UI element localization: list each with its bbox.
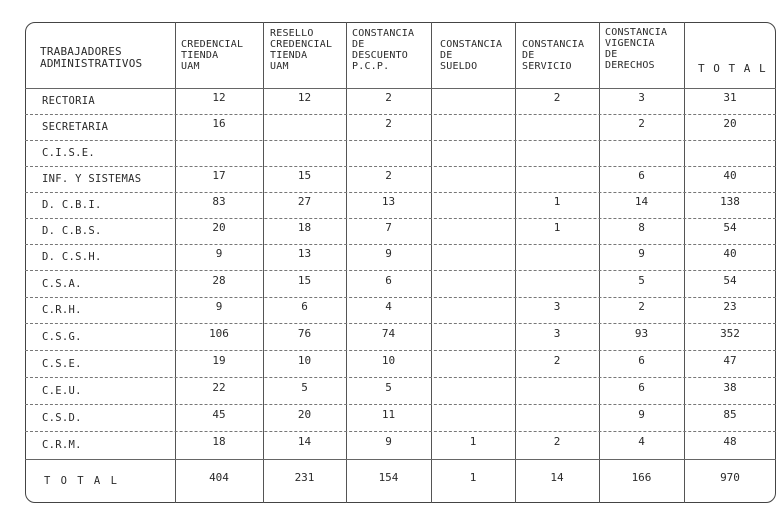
table-cell: 9 — [215, 247, 223, 260]
row-divider — [25, 244, 776, 245]
table-cell: 6 — [638, 169, 645, 182]
column-header: CONSTANCIA DE SERVICIO — [522, 39, 585, 72]
table-cell: 20 — [297, 408, 312, 421]
table-cell: 54 — [723, 221, 737, 234]
row-divider — [25, 404, 776, 405]
row-label: C.S.D. — [42, 412, 82, 424]
column-header: CONSTANCIA DE SUELDO — [440, 39, 503, 72]
total-cell: 14 — [550, 471, 564, 484]
table-cell: 93 — [634, 327, 649, 340]
column-header: CREDENCIAL TIENDA UAM — [181, 39, 244, 72]
table-cell: 9 — [215, 300, 223, 313]
table-cell: 6 — [638, 354, 645, 367]
row-divider — [25, 218, 776, 219]
table-cell: 17 — [212, 169, 226, 182]
table-cell: 20 — [723, 117, 737, 130]
table-cell: 2 — [638, 300, 645, 313]
row-label: C.R.M. — [42, 439, 82, 451]
total-cell: 970 — [720, 471, 740, 484]
table-cell: 74 — [381, 327, 396, 340]
row-divider — [25, 377, 776, 378]
table-cell: 4 — [638, 435, 645, 448]
table-cell: 6 — [638, 381, 645, 394]
row-divider — [25, 114, 776, 115]
table-cell: 38 — [723, 381, 737, 394]
table-cell: 14 — [297, 435, 312, 448]
table-cell: 40 — [723, 169, 737, 182]
table-cell: 47 — [723, 354, 737, 367]
table-cell: 1 — [469, 435, 477, 448]
total-cell: 154 — [378, 471, 399, 484]
table-cell: 10 — [381, 354, 396, 367]
row-divider — [25, 459, 776, 460]
total-cell: 404 — [209, 471, 229, 484]
table-cell: 76 — [297, 327, 312, 340]
table-cell: 48 — [723, 435, 737, 448]
table-cell: 5 — [638, 274, 645, 287]
table-cell: 85 — [723, 408, 737, 421]
table-cell: 5 — [385, 381, 392, 394]
row-label: C.E.U. — [42, 385, 82, 397]
table-cell: 1 — [553, 195, 561, 208]
row-divider — [25, 323, 776, 324]
table-cell: 3 — [553, 327, 561, 340]
row-divider — [25, 192, 776, 193]
table-cell: 45 — [212, 408, 226, 421]
table-cell: 2 — [553, 354, 561, 367]
table-cell: 19 — [212, 354, 226, 367]
table-cell: 13 — [297, 247, 312, 260]
table-cell: 6 — [385, 274, 392, 287]
column-header: T O T A L — [698, 62, 767, 75]
table-cell: 27 — [297, 195, 312, 208]
table-cell: 2 — [553, 91, 561, 104]
column-header: CONSTANCIA VIGENCIA DE DERECHOS — [605, 27, 668, 71]
table-cell: 54 — [723, 274, 737, 287]
row-divider — [25, 140, 776, 141]
table-cell: 40 — [723, 247, 737, 260]
row-divider — [25, 350, 776, 351]
column-header: RESELLO CREDENCIAL TIENDA UAM — [270, 28, 333, 72]
row-label: D. C.B.I. — [42, 199, 102, 211]
total-cell: 166 — [631, 471, 652, 484]
row-label: SECRETARIA — [42, 121, 109, 133]
table-cell: 18 — [297, 221, 312, 234]
table-cell: 23 — [723, 300, 737, 313]
row-divider — [25, 431, 776, 432]
column-header: TRABAJADORES ADMINISTRATIVOS — [40, 45, 143, 70]
row-label: C.R.H. — [42, 304, 82, 316]
table-cell: 3 — [553, 300, 561, 313]
table-cell: 5 — [301, 381, 308, 394]
row-label: D. C.S.H. — [42, 251, 102, 263]
table-cell: 28 — [212, 274, 226, 287]
table-cell: 14 — [634, 195, 649, 208]
total-cell: 1 — [469, 471, 477, 484]
column-header: CONSTANCIA DE DESCUENTO P.C.P. — [352, 28, 415, 72]
table-cell: 15 — [297, 274, 312, 287]
table-cell: 138 — [720, 195, 740, 208]
total-row-label: T O T A L — [44, 475, 119, 487]
row-label: C.S.A. — [42, 278, 82, 290]
table-cell: 4 — [385, 300, 392, 313]
row-label: C.S.E. — [42, 358, 82, 370]
total-cell: 231 — [294, 471, 315, 484]
row-divider — [25, 88, 776, 89]
table-cell: 1 — [553, 221, 561, 234]
table-cell: 20 — [212, 221, 226, 234]
table-cell: 9 — [638, 247, 645, 260]
table-cell: 7 — [385, 221, 392, 234]
table-cell: 22 — [212, 381, 226, 394]
table-cell: 3 — [638, 91, 645, 104]
table-cell: 2 — [553, 435, 561, 448]
table-cell: 13 — [381, 195, 396, 208]
table-cell: 2 — [385, 91, 392, 104]
row-divider — [25, 297, 776, 298]
table-cell: 106 — [209, 327, 229, 340]
table-cell: 12 — [212, 91, 226, 104]
row-label: D. C.B.S. — [42, 225, 102, 237]
table-cell: 9 — [638, 408, 645, 421]
table-cell: 9 — [385, 435, 392, 448]
row-label: INF. Y SISTEMAS — [42, 173, 142, 185]
table-cell: 2 — [638, 117, 645, 130]
table-cell: 83 — [212, 195, 226, 208]
table-cell: 15 — [297, 169, 312, 182]
row-label: C.I.S.E. — [42, 147, 95, 159]
row-label: RECTORIA — [42, 95, 95, 107]
table-cell: 9 — [385, 247, 392, 260]
table-cell: 16 — [212, 117, 226, 130]
table-cell: 6 — [301, 300, 308, 313]
table-cell: 12 — [297, 91, 312, 104]
table-cell: 31 — [723, 91, 737, 104]
table-cell: 18 — [212, 435, 226, 448]
table-cell: 11 — [381, 408, 396, 421]
row-divider — [25, 270, 776, 271]
row-label: C.S.G. — [42, 331, 82, 343]
table-cell: 2 — [385, 169, 392, 182]
table-cell: 2 — [385, 117, 392, 130]
table-cell: 10 — [297, 354, 312, 367]
row-divider — [25, 166, 776, 167]
table-cell: 352 — [720, 327, 740, 340]
table-cell: 8 — [638, 221, 645, 234]
